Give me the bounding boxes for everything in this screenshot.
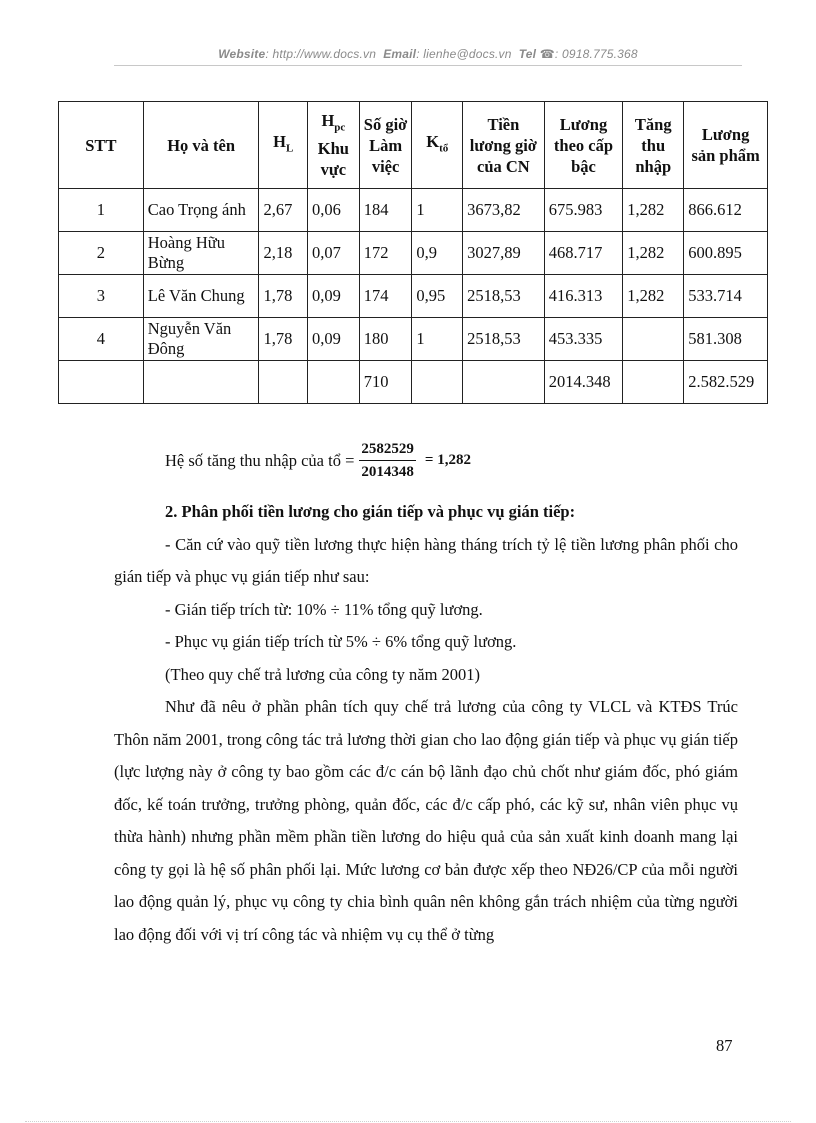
page-header [114,47,742,61]
website-label: Website [218,47,266,61]
total-product-wage: 2.582.529 [684,361,768,404]
formula-fraction [359,440,416,481]
paragraph: Như đã nêu ở phần phân tích quy chế trả lương của công ty VLCL và KTĐS Trúc Thôn năm 2001, trong công tác trả lương thời gian cho lao động gián tiếp và phục vụ gián tiếp (lực lượng này ở công ty bao gồm các đ/c cán bộ lãnh đạo chủ chốt như giám đốc, phó giám đốc, kế toán trưởng, trưởng phòng, quản đốc, các đ/c cấp phó, các kỹ sư, nhân viên phục vụ thừa hành) nhưng phần mềm phần tiền lương do hiệu quả của sản xuất kinh doanh mang lại công ty gọi là hệ số phân phối lại. Mức lương cơ bản được xếp theo NĐ26/CP của mỗi người lao động quản lý, phục vụ công ty chia bình quân nên không gắn trách nhiệm của từng người lao động đối với vị trí công tác và nhiệm vụ cụ thể ở từng [114,697,738,944]
phone-icon: ☎ [539,47,555,61]
total-grade-wage: 2014.348 [544,361,623,404]
body-text [114,496,738,951]
table-header-row [59,102,768,189]
total-hours: 710 [359,361,412,404]
tel-number: : 0918.775.368 [554,47,638,61]
table-row: 2 Hoàng Hữu Bừng 2,18 0,07 172 0,9 3027,89 468.717 1,282 600.895 [59,232,768,275]
income-coefficient-formula [165,440,471,481]
table-row: 1 Cao Trọng ánh 2,67 0,06 184 1 3673,82 675.983 1,282 866.612 [59,189,768,232]
wage-table [58,101,768,404]
page-number: 87 [716,1036,733,1055]
formula-label: Hệ số tăng thu nhập của tổ = [165,450,355,470]
col-stt: STT [59,102,144,189]
paragraph: - Gián tiếp trích từ: 10% ÷ 11% tổng quỹ lương. [165,599,483,619]
col-product-wage: Lương sản phẩm [684,102,768,189]
footer-divider [25,1121,791,1122]
paragraph: - Phục vụ gián tiếp trích từ 5% ÷ 6% tổng quỹ lương. [165,632,517,651]
table-row: 3 Lê Văn Chung 1,78 0,09 174 0,95 2518,53 416.313 1,282 533.714 [59,275,768,318]
email-label: Email [383,47,417,61]
formula-numerator: 2582529 [359,440,416,461]
table-row: 4 Nguyễn Văn Đông 1,78 0,09 180 1 2518,53 453.335 581.308 [59,318,768,361]
email-address: : lienhe@docs.vn [416,47,512,61]
website-url: : http://www.docs.vn [265,47,377,61]
col-hours: Số giờ Làm việc [359,102,412,189]
col-income-increase: Tăng thu nhập [623,102,684,189]
col-name: Họ và tên [143,102,259,189]
formula-result: = 1,282 [424,452,471,468]
tel-label: Tel [518,47,537,61]
section-heading: 2. Phân phối tiền lương cho gián tiếp và phục vụ gián tiếp: [165,502,576,521]
col-hl: $H_L$ [259,102,308,189]
col-hpc: $H_{pc}$ Khu vực [308,102,360,189]
paragraph: - Căn cứ vào quỹ tiền lương thực hiện hàng tháng trích tỷ lệ tiền lương phân phối cho gián tiếp và phục vụ gián tiếp như sau: [114,534,738,586]
col-grade-wage: Lương theo cấp bậc [544,102,623,189]
header-divider [114,65,742,66]
table-total-row [59,361,768,404]
paragraph: (Theo quy chế trả lương của công ty năm 2001) [165,664,481,684]
col-hourly-wage: Tiền lương giờ của CN [463,102,545,189]
formula-denominator: 2014348 [361,464,414,480]
col-kt: $K_{tổ}$ [412,102,463,189]
